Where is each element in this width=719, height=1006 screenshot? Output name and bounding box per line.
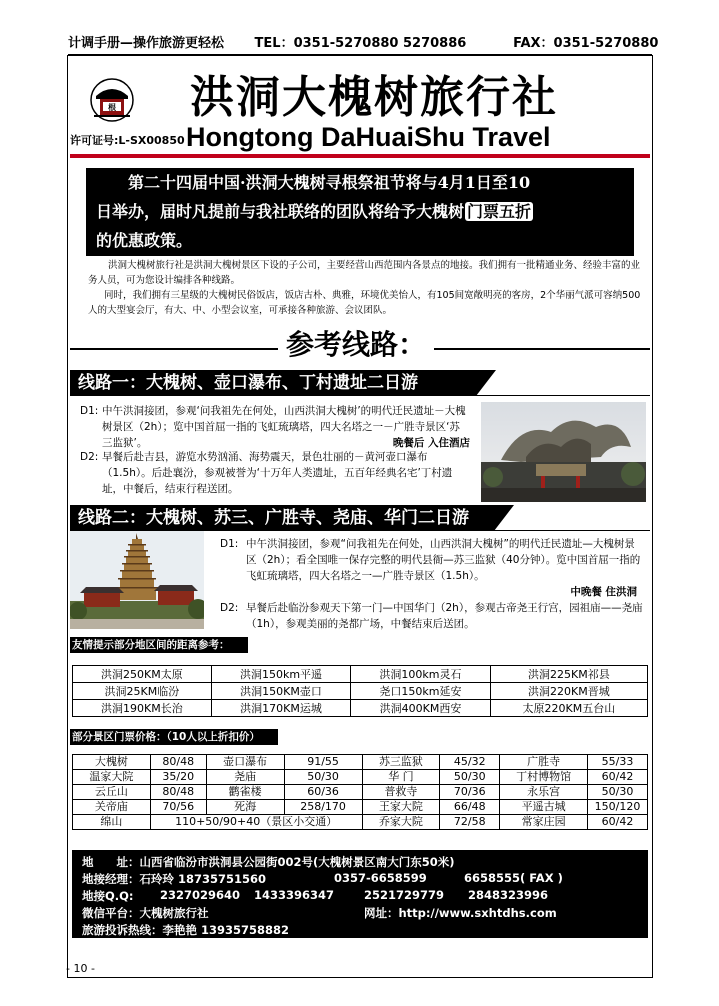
banner-line-2-text: 日举办，届时凡提前与我社联络的团队将给予大槐树 [96, 202, 465, 221]
route-1-day-2-label: D2: [80, 451, 99, 463]
festival-banner [86, 168, 634, 256]
table-cell: 云丘山 [73, 785, 151, 800]
brand-title-chinese: 洪洞大槐树旅行社 [190, 72, 558, 123]
section-title: 参考线路： [278, 328, 434, 362]
route-2-day-1-text: 中午洪洞接团，参观“问我祖先在何处，山西洪洞大槐树”的明代迁民遗址—大槐树景区（2h）；看全国唯一保存完整的明代县衙—苏三监狱（40分钟）。览中国首屈一指的飞虹琉璃塔，四大名塔之一—广胜寺景区（1.5h）。 [246, 538, 641, 582]
website-label: 网址： [364, 906, 399, 920]
table-cell: 普救寺 [362, 785, 440, 800]
table-cell: 洪洞25KM临汾 [73, 683, 212, 700]
pagoda-photo [70, 531, 204, 629]
route-2-day-2-label: D2: [220, 602, 239, 614]
complaint-value: 李艳艳 13935758882 [162, 923, 290, 937]
route-1-day-1-text: 中午洪洞接团，参观‘问我祖先在何处，山西洪洞大槐树’的明代迁民遗址－大槐树景区（2h）；览中国首屈一指的飞虹琉璃塔，四大名塔之一－广胜寺景区‘苏三监狱’。 [102, 405, 466, 449]
complaint-row [82, 922, 289, 938]
wechat-value: 大槐树旅行社 [139, 906, 209, 920]
brand-title-english: Hongtong DaHuaiShu Travel [186, 122, 551, 152]
header-slogan: 计调手册—操作旅游更轻松 [68, 36, 225, 51]
contact-footer [72, 850, 648, 938]
banner-line-3: 的优惠政策。 [96, 231, 193, 250]
table-cell: 洪洞250KM太原 [73, 666, 212, 683]
banner-line-2 [96, 197, 624, 226]
complaint-label: 旅游投诉热线： [82, 923, 163, 937]
table-cell: 温家大院 [73, 770, 151, 785]
license-number: 许可证号:L-SX00850 [70, 134, 185, 147]
table-cell: 91/55 [284, 755, 362, 770]
table-cell: 60/42 [588, 815, 648, 830]
table-cell: 乔家大院 [362, 815, 440, 830]
table-row [73, 815, 648, 830]
website-link[interactable]: http://www.sxhtdhs.com [398, 906, 557, 920]
table-cell: 绵山 [73, 815, 151, 830]
table-cell: 尧庙 [206, 770, 284, 785]
dragon-sculpture-photo [481, 402, 646, 502]
table-cell: 大槐树 [73, 755, 151, 770]
table-cell: 60/36 [284, 785, 362, 800]
table-cell: 55/33 [588, 755, 648, 770]
table-cell: 丁村博物馆 [500, 770, 588, 785]
table-row [73, 700, 648, 717]
route-1-day-1-label: D1: [80, 405, 99, 417]
table-cell: 80/48 [150, 785, 206, 800]
table-cell: 洪洞225KM祁县 [490, 666, 647, 683]
qq-number-2: 1433396347 [254, 888, 335, 902]
table-cell: 45/32 [440, 755, 500, 770]
table-cell: 70/56 [150, 800, 206, 815]
route-1-underline [70, 395, 650, 396]
table-cell: 壶口瀑布 [206, 755, 284, 770]
route-2-day-2 [220, 600, 645, 632]
ticket-price-title: 部分景区门票价格：（10人以上折扣价） [70, 729, 278, 745]
intro-paragraph-1: 洪洞大槐树旅行社是洪洞大槐树景区下设的子公司，主要经营山西范围内各景点的地接。我们拥有一批精通业务、经验丰富的业务人员，可为您设计编排各种线路。 [88, 260, 641, 286]
manager-value: 石玲玲 18735751560 [139, 872, 267, 886]
route-2-day-1 [220, 536, 645, 600]
qq-label: 地接Q.Q: [82, 889, 134, 903]
table-cell: 太原220KM五台山 [490, 700, 647, 717]
logo-character: 根 [108, 103, 116, 112]
table-cell: 70/36 [440, 785, 500, 800]
table-row [73, 755, 648, 770]
website-row [364, 905, 557, 921]
route-1-day-1-note: 晚餐后 入住酒店 [392, 437, 470, 449]
route-2-title: 线路二：大槐树、苏三、广胜寺、尧庙、华门二日游 [70, 505, 494, 531]
qq-row [82, 888, 134, 904]
ticket-discount-highlight: 门票五折 [467, 202, 532, 221]
table-cell: 洪洞150km平遥 [211, 666, 350, 683]
table-cell: 永乐宫 [500, 785, 588, 800]
page-number: - 10 - [66, 962, 95, 975]
table-cell: 苏三监狱 [362, 755, 440, 770]
table-cell: 死海 [206, 800, 284, 815]
brand-divider-line [70, 154, 650, 158]
qq-number-3: 2521729779 [364, 888, 445, 902]
table-cell: 洪洞220KM晋城 [490, 683, 647, 700]
travel-agency-logo [90, 78, 134, 122]
qq-number-1: 2327029640 [160, 888, 241, 902]
manager-row [82, 871, 266, 887]
table-cell: 洪洞150KM壶口 [211, 683, 350, 700]
company-intro [88, 258, 648, 318]
table-cell: 50/30 [440, 770, 500, 785]
manager-tel: 0357-6658599 [334, 871, 427, 885]
table-cell: 洪洞100km灵石 [351, 666, 490, 683]
table-cell: 洪洞190KM长治 [73, 700, 212, 717]
table-cell: 王家大院 [362, 800, 440, 815]
table-cell: 洪洞170KM运城 [211, 700, 350, 717]
table-cell: 80/48 [150, 755, 206, 770]
table-cell: 150/120 [588, 800, 648, 815]
route-2-day-1-label: D1: [220, 538, 239, 550]
table-row [73, 770, 648, 785]
table-cell: 72/58 [440, 815, 500, 830]
table-row [73, 666, 648, 683]
table-row [73, 683, 648, 700]
route-1-day-1 [80, 403, 470, 451]
table-row [73, 800, 648, 815]
route-1-title: 线路一：大槐树、壶口瀑布、丁村遗址二日游 [70, 370, 476, 396]
table-cell: 华 门 [362, 770, 440, 785]
table-cell: 258/170 [284, 800, 362, 815]
ticket-price-table [72, 754, 648, 830]
table-cell: 50/30 [588, 785, 648, 800]
distance-table [72, 665, 648, 717]
header-tel: TEL：0351-5270880 5270886 [254, 36, 467, 51]
route-1-day-2 [80, 449, 470, 497]
header-fax: FAX：0351-5270880 [513, 36, 659, 51]
qq-number-4: 2848323996 [468, 888, 549, 902]
table-cell: 尧口150km延安 [351, 683, 490, 700]
table-row [73, 785, 648, 800]
table-cell: 常家庄园 [500, 815, 588, 830]
table-cell: 110+50/90+40（景区小交通） [150, 815, 362, 830]
table-cell: 洪洞400KM西安 [351, 700, 490, 717]
route-2-day-2-text: 早餐后赴临汾参观天下第一门—中国华门（2h），参观古帝尧王行宫，园祖庙——尧庙（1h），参观美丽的尧都广场，中餐结束后送团。 [246, 602, 643, 630]
address-value: 山西省临汾市洪洞县公园街002号(大槐树景区南大门东50米) [139, 855, 455, 869]
distance-reference-title: 友情提示部分地区间的距离参考： [70, 637, 248, 653]
table-cell: 鹳雀楼 [206, 785, 284, 800]
address-row [82, 854, 455, 870]
route-1-day-2-text: 早餐后赴吉县，游览水势汹涌、海势震天，景色壮丽的－黄河壶口瀑布（1.5h）。后赴襄汾，参观被誉为‘十万年人类遗址，五百年经典名宅’丁村遗址，中餐后，结束行程送团。 [102, 451, 453, 495]
table-cell: 50/30 [284, 770, 362, 785]
header-bar [68, 34, 659, 56]
manager-label: 地接经理： [82, 872, 140, 886]
manager-fax: 6658555( FAX ) [464, 871, 563, 885]
table-cell: 60/42 [588, 770, 648, 785]
table-cell: 35/20 [150, 770, 206, 785]
route-2-day-1-note: 中晚餐 住洪洞 [570, 586, 637, 598]
table-cell: 平遥古城 [500, 800, 588, 815]
table-cell: 66/48 [440, 800, 500, 815]
wechat-row [82, 905, 209, 921]
address-label: 地 址： [82, 855, 140, 869]
table-cell: 广胜寺 [500, 755, 588, 770]
table-cell: 关帝庙 [73, 800, 151, 815]
wechat-label: 微信平台： [82, 906, 140, 920]
banner-line-1: 第二十四届中国·洪洞大槐树寻根祭祖节将与4月1日至10 [128, 173, 531, 192]
intro-paragraph-2: 同时，我们拥有三星级的大槐树民俗饭店，饭店古朴、典雅，环境优美怡人，有105间宽敞明亮的客房，2个华丽气派可容纳500人的大型宴会厅，有大、中、小型会议室，可承接各种旅游、会议团队。 [88, 290, 641, 316]
